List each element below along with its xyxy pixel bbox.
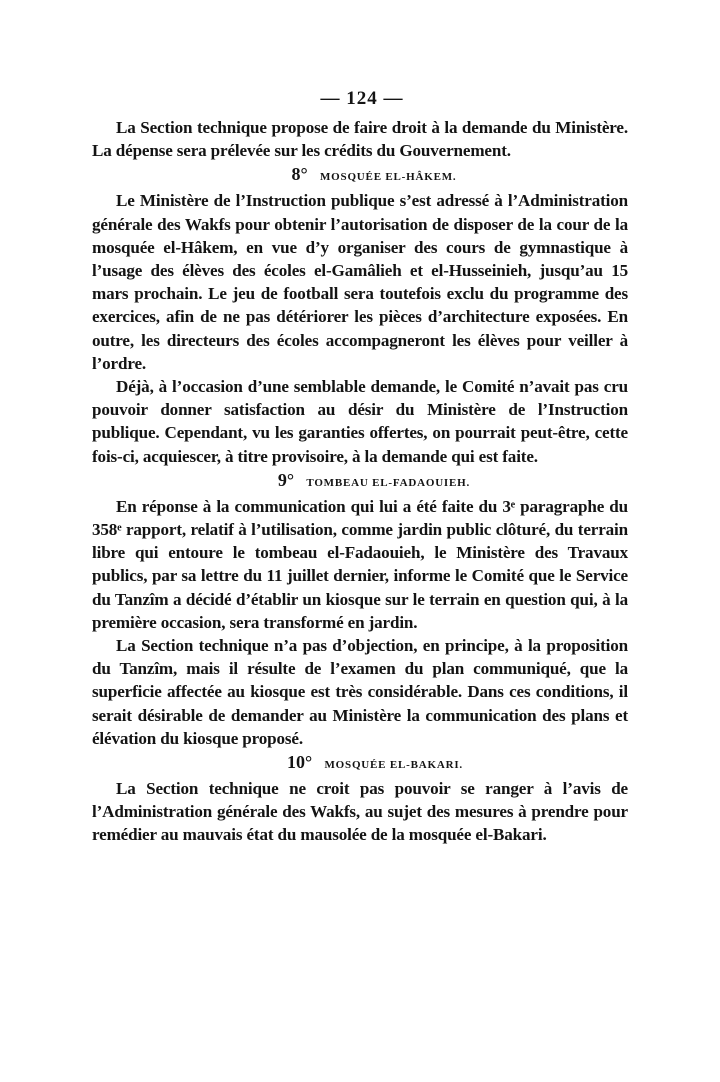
paragraph: La Section technique propose de faire droit à la demande du Ministère. La dépense sera prélevée sur les crédits du Gouvernement. <box>92 118 628 161</box>
section-number: 9° <box>277 469 295 490</box>
document-page <box>92 88 628 847</box>
paragraph: Déjà, à l’occasion d’une semblable demande, le Comité n’avait pas cru pouvoir donner satisfaction au désir du Ministère de l’Instruction publique. Cependant, vu les garanties offertes, on pourrait peut-être, cette fois-ci, acquiescer, à titre provisoire, à la demande qui est faite. <box>92 377 628 466</box>
section-title: TOMBEAU EL-FADAOUIEH. <box>306 476 471 489</box>
paragraph: En réponse à la communication qui lui a été faite du 3ᵉ paragraphe du 358ᵉ rapport, relatif à l’utilisation, comme jardin public clôturé, du terrain libre qui entoure le tombeau el-Fadaouieh, le Ministère des Travaux publics, par sa lettre du 11 juillet dernier, informe le Comité que le Service du Tanzîm a décidé d’établir un kiosque sur le terrain en question qui, à la première occasion, sera transformé en jardin. <box>92 496 628 632</box>
page-number: — 124 — <box>320 88 404 109</box>
paragraph: Le Ministère de l’Instruction publique s’est adressé à l’Administration générale des Wakfs pour obtenir l’autorisation de disposer de la cour de la mosquée el-Hâkem, en vue d’y organiser des cours de gymnastique à l’usage des élèves des écoles el-Gamâlieh et el-Husseinieh, jusqu’au 15 mars prochain. Le jeu de football sera toutefois exclu du programme des exercices, afin de ne pas détériorer les pièces d’architecture exposées. En outre, les directeurs des écoles accompagneront les élèves pour veiller à l’ordre. <box>92 191 628 373</box>
section-title: MOSQUÉE EL-BAKARI. <box>324 759 463 772</box>
section-number: 10° <box>287 752 313 773</box>
section-heading-10 <box>92 750 628 777</box>
section-heading-8 <box>92 162 628 189</box>
section-number: 8° <box>291 164 308 185</box>
paragraph: La Section technique n’a pas d’objection, en principe, à la proposition du Tanzîm, mais il résulte de l’examen du plan communiqué, que la superficie affectée au kiosque est très considérable. Dans ces conditions, il serait désirable de demander au Ministère la communication des plans et élévation du kiosque proposé. <box>92 636 628 748</box>
section-title: MOSQUÉE EL-HÂKEM. <box>320 171 457 184</box>
section-heading-9 <box>92 468 628 495</box>
paragraph: La Section technique ne croit pas pouvoir se ranger à l’avis de l’Administration générale des Wakfs, au sujet des mesures à prendre pour remédier au mauvais état du mausolée de la mosquée el-Bakari. <box>92 779 628 845</box>
